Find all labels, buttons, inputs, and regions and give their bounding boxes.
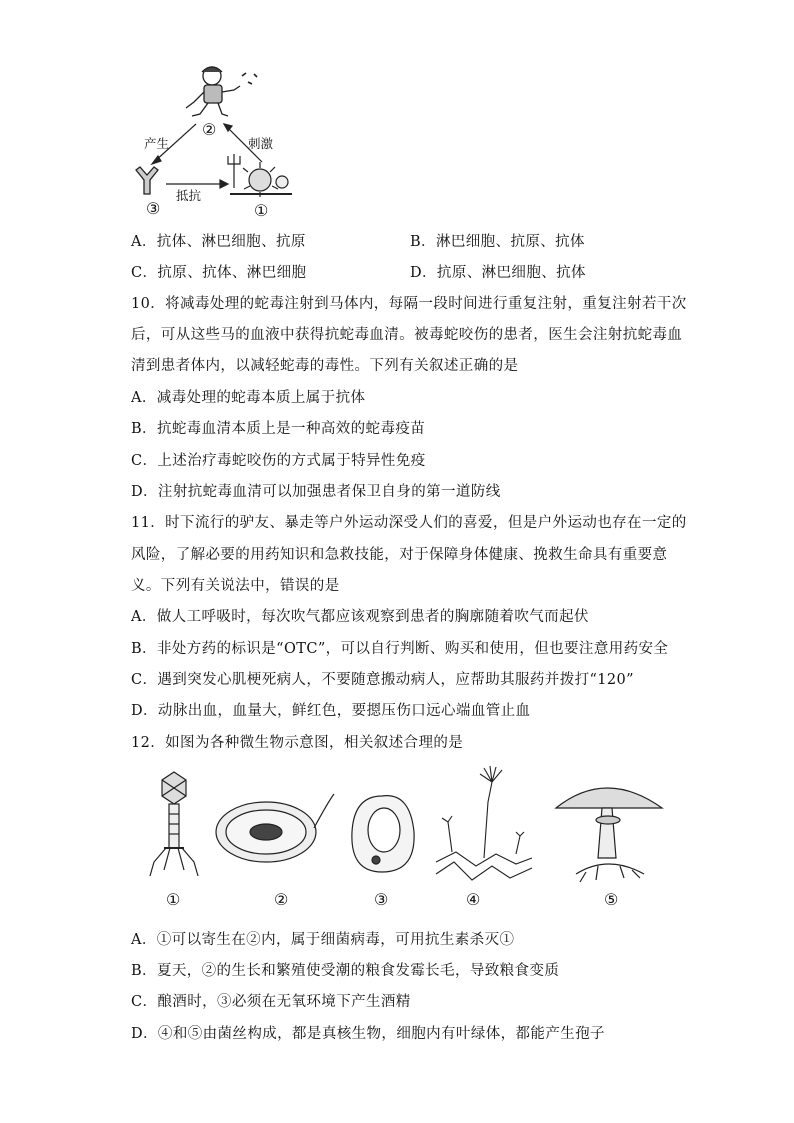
microbes-drawing [136, 762, 676, 922]
q10-stem-line2: 后，可从这些马的血液中获得抗蛇毒血清。被毒蛇咬伤的患者，医生会注射抗蛇毒血 [131, 327, 683, 343]
antibody-figure [136, 167, 158, 194]
q12-stem: 12．如图为各种微生物示意图，相关叙述合理的是 [131, 735, 464, 751]
q10-stem-line1: 10．将减毒处理的蛇毒注射到马体内，每隔一段时间进行重复注射，重复注射若干次 [131, 296, 687, 312]
label-produce: 产生 [144, 136, 170, 151]
fig1-number-3: ③ [146, 199, 161, 218]
q9-option-d: D．抗原、淋巴细胞、抗体 [410, 265, 586, 281]
q11-stem-line1: 11．时下流行的驴友、暴走等户外运动深受人们的喜爱，但是户外运动也存在一定的 [131, 515, 687, 531]
q11-option-a: A．做人工呼吸时，每次吹气都应该观察到患者的胸廓随着吹气而起伏 [131, 609, 589, 625]
microbe-number-3: ③ [374, 890, 389, 909]
q11-option-c: C．遇到突发心肌梗死病人，不要随意搬动病人，应帮助其服药并拨打“120” [131, 672, 634, 688]
mushroom-drawing [556, 788, 662, 882]
q12-option-d: D．④和⑤由菌丝构成，都是真核生物，细胞内有叶绿体，都能产生孢子 [131, 1026, 605, 1042]
microbe-number-5: ⑤ [604, 890, 619, 909]
q11-option-d: D．动脉出血，血量大，鲜红色，要摁压伤口远心端血管止血 [131, 703, 531, 719]
q10-option-c: C．上述治疗毒蛇咬伤的方式属于特异性免疫 [131, 453, 426, 469]
q10-option-d: D．注射抗蛇毒血清可以加强患者保卫自身的第一道防线 [131, 484, 501, 500]
bacterium-drawing [216, 794, 334, 862]
mold-drawing [436, 766, 532, 880]
label-stimulate: 刺激 [248, 136, 274, 151]
lymphocyte-figure [186, 67, 257, 116]
q9-option-b: B．淋巴细胞、抗原、抗体 [410, 234, 585, 250]
q12-option-c: C．酿酒时，③必须在无氧环境下产生酒精 [131, 994, 411, 1010]
microbe-number-4: ④ [466, 890, 481, 909]
fig1-number-1: ① [254, 201, 269, 220]
microbe-number-1: ① [166, 890, 181, 909]
immune-diagram [130, 62, 330, 222]
q10-option-b: B．抗蛇毒血清本质上是一种高效的蛇毒疫苗 [131, 421, 426, 437]
yeast-drawing [352, 796, 414, 872]
q11-option-b: B．非处方药的标识是“OTC”，可以自行判断、购买和使用，但也要注意用药安全 [131, 641, 669, 657]
q9-option-a: A．抗体、淋巴细胞、抗原 [131, 234, 306, 250]
microbes-figure [136, 762, 676, 922]
microbe-number-2: ② [274, 890, 289, 909]
label-resist: 抵抗 [176, 188, 202, 203]
q9-option-c: C．抗原、抗体、淋巴细胞 [131, 265, 307, 281]
fig1-number-2: ② [202, 120, 217, 139]
q12-option-a: A．①可以寄生在②内，属于细菌病毒，可用抗生素杀灭① [131, 932, 515, 948]
q11-stem-line2: 风险，了解必要的用药知识和急救技能，对于保障身体健康、挽救生命具有重要意 [131, 547, 668, 563]
q11-stem-line3: 义。下列有关说法中，错误的是 [131, 578, 340, 594]
q10-option-a: A．减毒处理的蛇毒本质上属于抗体 [131, 390, 366, 406]
q12-option-b: B．夏天，②的生长和繁殖使受潮的粮食发霉长毛，导致粮食变质 [131, 963, 560, 979]
q10-stem-line3: 清到患者体内，以减轻蛇毒的毒性。下列有关叙述正确的是 [131, 358, 519, 374]
phage-drawing [150, 772, 198, 876]
